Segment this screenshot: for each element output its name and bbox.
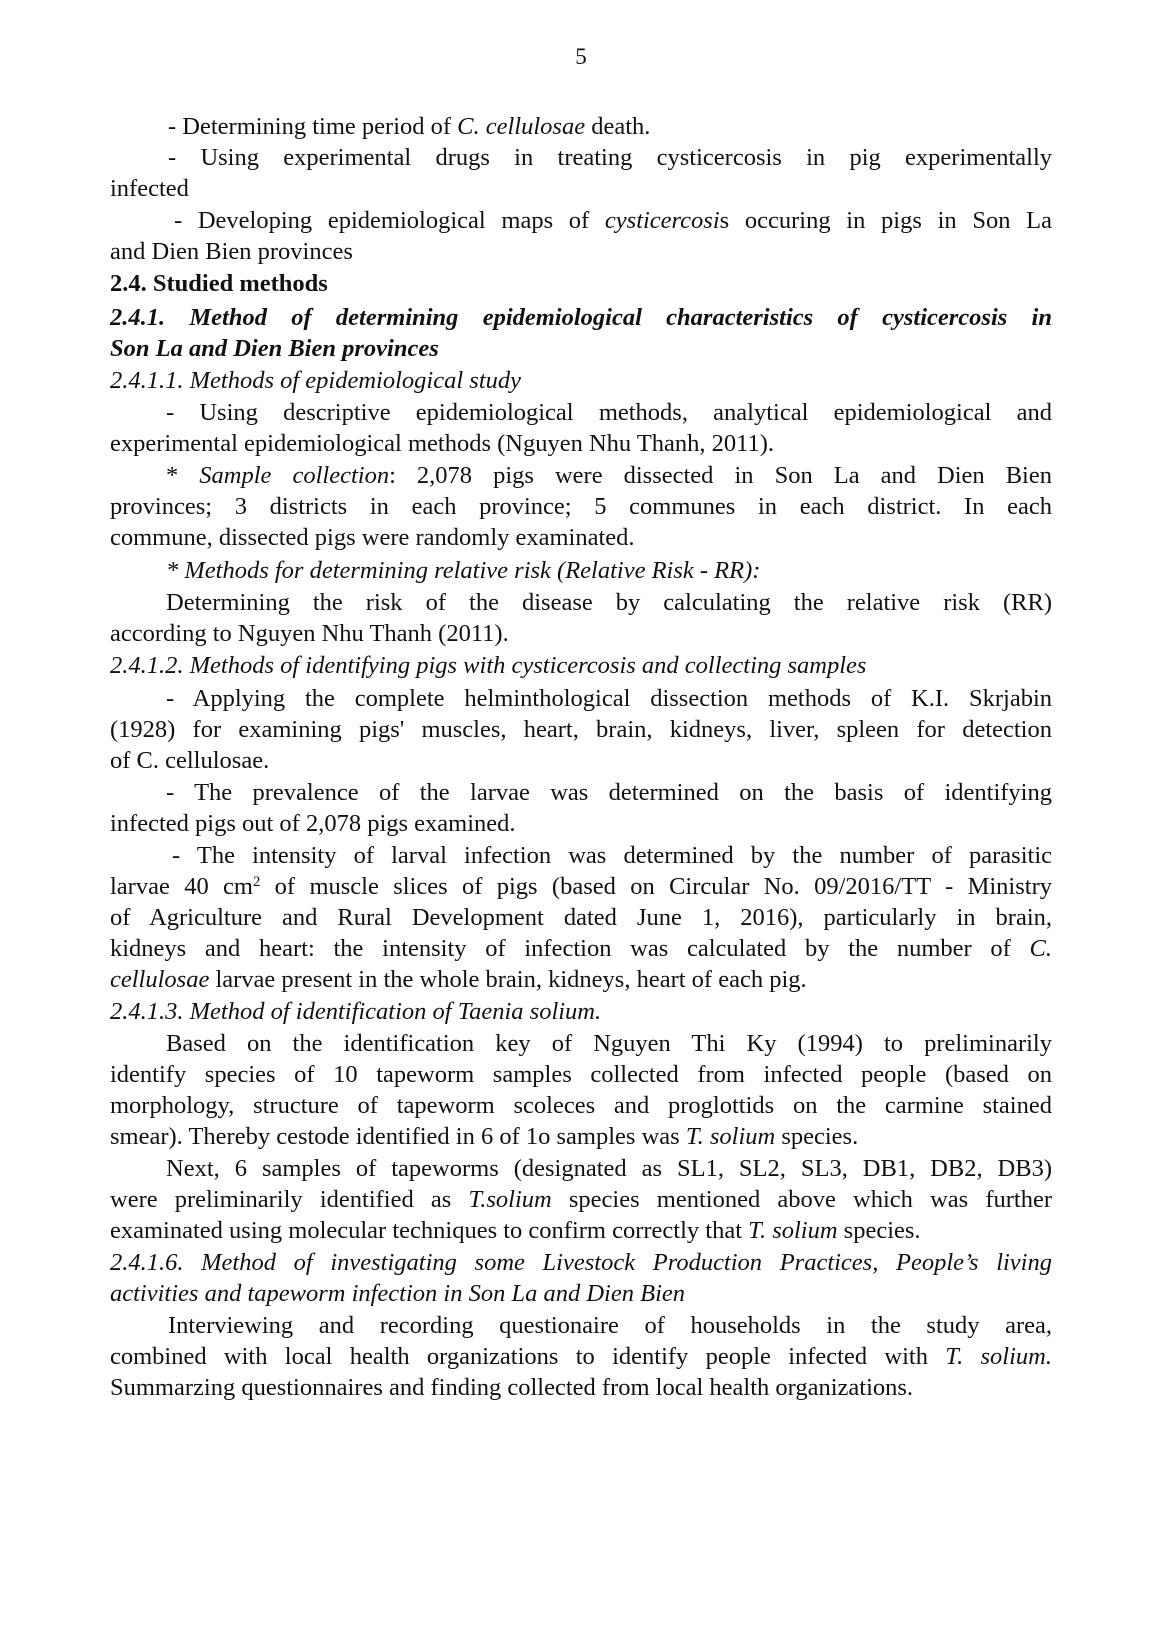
paragraph-line: - The prevalence of the larvae was determined on the basis of identifying: [166, 779, 1052, 806]
goal-line-5: and Dien Bien provinces: [110, 238, 353, 265]
paragraph-line: of Agriculture and Rural Development dated June 1, 2016), particularly in brain,: [110, 904, 1052, 931]
paragraph-line: larvae 40 $cm^2$ of muscle slices of pigs (based on Circular No. 09/2016/TT - Ministry: [110, 873, 1052, 900]
section-heading-2-4-1-line-2: Son La and Dien Bien provinces: [110, 335, 439, 362]
paragraph-line: according to Nguyen Nhu Thanh (2011).: [110, 620, 509, 647]
paragraph-line: combined with local health organizations to identify people infected with T. solium.: [110, 1343, 1052, 1370]
paragraph-line: - The intensity of larval infection was determined by the number of parasitic: [172, 842, 1052, 869]
paragraph-line: * Sample collection: 2,078 pigs were dissected in Son La and Dien Bien: [166, 462, 1052, 489]
paragraph-line: infected pigs out of 2,078 pigs examined.: [110, 810, 516, 837]
paragraph-line: kidneys and heart: the intensity of infection was calculated by the number of C.: [110, 935, 1052, 962]
paragraph-line: - Applying the complete helminthological dissection methods of K.I. Skrjabin: [166, 685, 1052, 712]
goal-line-3: infected: [110, 175, 189, 202]
subsection-heading-2-4-1-6-line-2: activities and tapeworm infection in Son La and Dien Bien: [110, 1280, 685, 1307]
paragraph-line: of C. cellulosae.: [110, 747, 270, 774]
paragraph-line: Determining the risk of the disease by calculating the relative risk (RR): [166, 589, 1052, 616]
paragraph-line: were preliminarily identified as T.solium species mentioned above which was further: [110, 1186, 1052, 1213]
relative-risk-heading: * Methods for determining relative risk (Relative Risk - RR):: [166, 557, 761, 584]
section-heading-2-4: 2.4. Studied methods: [110, 270, 328, 297]
paragraph-line: Next, 6 samples of tapeworms (designated as SL1, SL2, SL3, DB1, DB2, DB3): [166, 1155, 1052, 1182]
paragraph-line: Interviewing and recording questionaire of households in the study area,: [168, 1312, 1052, 1339]
section-heading-2-4-1-line-1: 2.4.1. Method of determining epidemiological characteristics of cysticercosis in: [110, 304, 1052, 331]
paragraph-line: examinated using molecular techniques to confirm correctly that T. solium species.: [110, 1217, 921, 1244]
paragraph-line: experimental epidemiological methods (Nguyen Nhu Thanh, 2011).: [110, 430, 775, 457]
subsection-heading-2-4-1-1: 2.4.1.1. Methods of epidemiological study: [110, 367, 521, 394]
subsection-heading-2-4-1-2: 2.4.1.2. Methods of identifying pigs with cysticercosis and collecting samples: [110, 652, 867, 679]
subsection-heading-2-4-1-3: 2.4.1.3. Method of identification of Taenia solium.: [110, 998, 602, 1025]
page-number: 5: [575, 44, 587, 69]
paragraph-line: identify species of 10 tapeworm samples collected from infected people (based on: [110, 1061, 1052, 1088]
paragraph-line: provinces; 3 districts in each province; 5 communes in each district. In each: [110, 493, 1052, 520]
paragraph-line: (1928) for examining pigs' muscles, heart, brain, kidneys, liver, spleen for detection: [110, 716, 1052, 743]
goal-line-4: - Developing epidemiological maps of cysticercosis occuring in pigs in Son La: [174, 207, 1052, 234]
paragraph-line: Summarzing questionnaires and finding collected from local health organizations.: [110, 1374, 914, 1401]
paragraph-line: commune, dissected pigs were randomly examinated.: [110, 524, 635, 551]
subsection-heading-2-4-1-6-line-1: 2.4.1.6. Method of investigating some Livestock Production Practices, People’s living: [110, 1249, 1052, 1276]
paragraph-line: cellulosae larvae present in the whole brain, kidneys, heart of each pig.: [110, 966, 807, 993]
paragraph-line: - Using descriptive epidemiological methods, analytical epidemiological and: [166, 399, 1052, 426]
paragraph-line: morphology, structure of tapeworm scoleces and proglottids on the carmine stained: [110, 1092, 1052, 1119]
paragraph-line: smear). Thereby cestode identified in 6 of 1o samples was T. solium species.: [110, 1123, 859, 1150]
goal-line-2: - Using experimental drugs in treating cysticercosis in pig experimentally: [168, 144, 1052, 171]
paragraph-line: Based on the identification key of Nguyen Thi Ky (1994) to preliminarily: [166, 1030, 1052, 1057]
goal-line-1: - Determining time period of C. cellulosae death.: [168, 113, 651, 140]
